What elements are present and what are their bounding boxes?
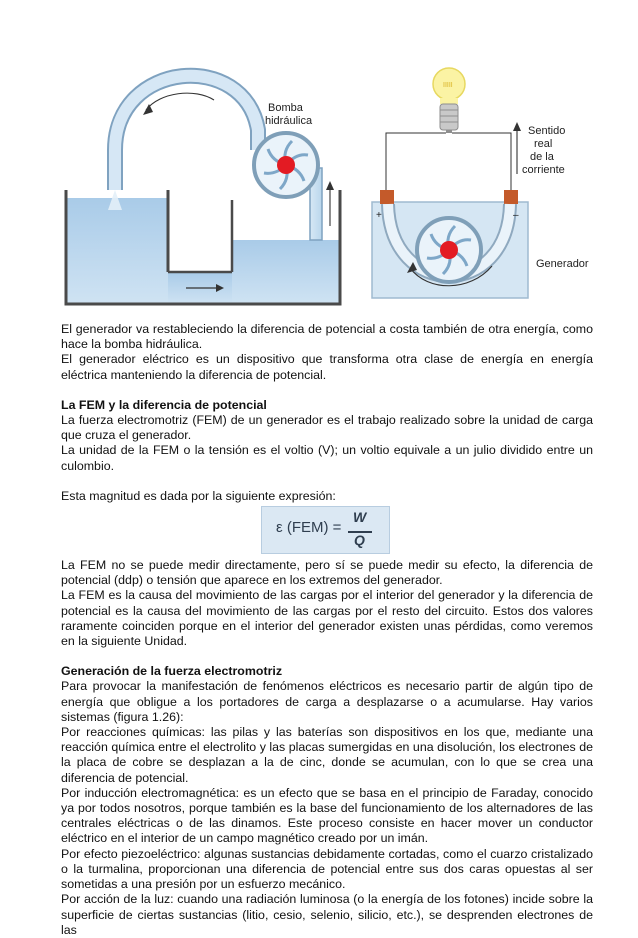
light-bulb — [433, 68, 465, 133]
paragraph: La unidad de la FEM o la tensión es el voltio (V); un voltio equivale a un julio dividido entre un culombio. — [61, 443, 593, 473]
current-label-line2: real — [534, 138, 553, 150]
pump-label-line2: hidráulica — [265, 115, 313, 127]
paragraph: Para provocar la manifestación de fenómenos eléctricos es necesario partir de algún tipo de energía que obligue a los portadores de carga a desplazarse o a acumularse. Hay varios sistemas (figura 1.26): — [61, 679, 593, 724]
paragraph: Por efecto piezoeléctrico: algunas sustancias debidamente cortadas, como el cuarzo cristalizado o la turmalina, proporcionan una diferencia de potencial entre sus dos caras opuestas al ser sometidas a una presión por un esfuerzo mecánico. — [61, 846, 593, 892]
plus-sign: + — [376, 210, 382, 221]
return-pipe — [108, 76, 258, 210]
generator — [372, 190, 528, 298]
paragraph: La fuerza electromotriz (FEM) de un generador es el trabajo realizado sobre la unidad de carga que cruza el generador. — [61, 413, 593, 443]
current-label-line4: corriente — [522, 164, 565, 176]
formula-numerator: W — [353, 509, 367, 526]
hydraulic-pump-wheel — [254, 133, 318, 197]
hydraulic-electric-analogy-figure — [0, 0, 638, 320]
paragraph: La FEM no se puede medir directamente, pero sí se puede medir su efecto, la diferencia de potencial (ddp) o tensión que aparece en los extremos del generador. — [61, 558, 593, 588]
section-heading-fem: La FEM y la diferencia de potencial — [61, 397, 267, 412]
paragraph: Por inducción electromagnética: es un efecto que se basa en el principio de Faraday, conocido ya por todos nosotros, porque también es la base del funcionamiento de los alternadores de las centrales eléctricas o de las dinamos. Este proceso consiste en hacer mover un conductor eléctrico en el interior de un campo magnético creado por un imán. — [61, 785, 593, 846]
circuit-wires — [386, 133, 511, 196]
bulb-filament: IIIII — [443, 82, 453, 89]
current-label-line3: de la — [530, 151, 554, 163]
paragraph: Por reacciones químicas: las pilas y las baterías son dispositivos en los que, mediante una reacción química entre el electrolito y las placas sumergidas en una disolución, los electrones de la placa de cobre se desplazan a la de cinc, donde se acumulan, con lo que se crea una diferencia de potencial. — [61, 725, 593, 785]
formula-lhs: ε (FEM) = — [276, 519, 342, 537]
right-water-tank — [232, 190, 340, 304]
current-label-line1: Sentido — [528, 125, 566, 137]
fem-formula — [261, 506, 390, 554]
paragraph: Por acción de la luz: cuando una radiación luminosa (o la energía de los fotones) incide sobre la superficie de ciertas sustancias (litio, cesio, selenio, silicio, etc.), se desprenden electrones de las — [61, 892, 593, 937]
document-body — [61, 322, 593, 938]
section-heading-generation: Generación de la fuerza electromotriz — [61, 664, 283, 679]
current-direction-label — [522, 125, 565, 176]
paragraph: La FEM es la causa del movimiento de las cargas por el interior del generador y la diferencia de potencial es la causa del movimiento de las cargas por el resto del circuito. Estos dos valores raramente coinciden porque en el interior del generador existen unas pérdidas, como veremos en la siguiente Unidad. — [61, 588, 593, 649]
paragraph: El generador va restableciendo la diferencia de potencial a costa también de otra energía, como hace la bomba hidráulica. — [61, 322, 593, 352]
minus-sign: – — [513, 210, 519, 221]
pump-label-line1: Bomba — [268, 102, 303, 114]
paragraph: Esta magnitud es dada por la siguiente expresión: — [61, 488, 336, 503]
generator-label: Generador — [536, 258, 589, 270]
bottom-connecting-pipe — [168, 272, 232, 304]
paragraph: El generador eléctrico es un dispositivo que transforma otra clase de energía en energía eléctrica manteniendo la diferencia de potencial. — [61, 352, 593, 382]
formula-denominator: Q — [354, 532, 365, 549]
